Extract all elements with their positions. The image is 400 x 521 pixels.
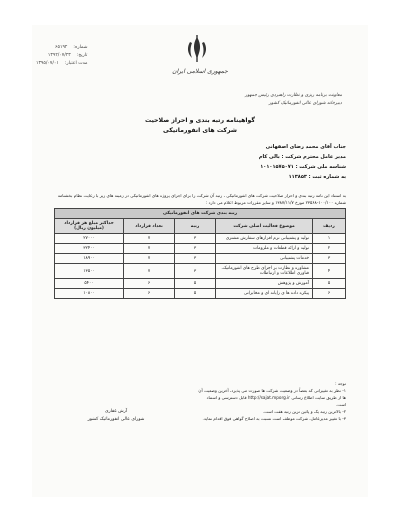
number-value: ۶۵۱۹۲ [55,45,68,50]
row-num: ۴ [313,264,346,279]
row-count: ۷ [124,254,175,264]
row-num: ۳ [313,254,346,264]
row-activity: تولید و پشتیبانی نرم افزارهای سفارش مشتری [216,234,313,244]
ceo-role: مدیر عامل محترم شرکت : بالی کام [258,154,346,160]
table-row [55,254,346,264]
row-activity: تولید و ارائه قطعات و ملزومات [216,244,313,254]
row-rank: ۳ [175,234,216,244]
table-row [55,234,346,244]
company-info [259,142,346,182]
row-rank: ۳ [175,244,216,254]
department-line-2: دبیرخانه شورای عالی انفورماتیک کشور [268,101,342,106]
notes-heading: توجه : [335,381,346,386]
department-line-1: معاونت برنامه ریزی و نظارت راهبردی رئیس جمهور [245,93,342,98]
table-caption-row [55,209,346,219]
validity-label: مدت اعتبار: [64,61,88,66]
date-value: ۱۳۹۲/۰۷/۲۳ [47,53,71,58]
signer-title: شورای عالی انفورماتیک کشور [87,417,145,422]
validity-value: ۱۳۹۵/۰۷/۰۱ [36,61,59,66]
republic-title: جمهوری اسلامی ایران [172,68,228,75]
row-count: ۷ [124,234,175,244]
addressee: جناب آقای محمد رضای اصفهانی [265,144,346,150]
registration-number: به شماره ثبت : ۱۱۳۸۵۳ [288,174,346,180]
row-count: ۶ [124,289,175,299]
row-count: ۷ [124,244,175,254]
table-row [55,244,346,254]
col-header-count: تعداد قرارداد [124,219,175,234]
note-item: ۲- بالاترین رتبه یک و پائین ترین رتبه هفت است. [262,409,346,414]
certificate-subtitle: شرکت های انفورماتیکی [163,127,237,134]
certificate-title: گواهینامه رتبه بندی و احراز صلاحیت [144,117,256,124]
table-row [55,264,346,279]
date-label: تاریخ: [76,53,88,58]
row-count: ۶ [124,279,175,289]
row-max: ۱۸۹۰۰ [55,254,124,264]
signer-name: آرش غفاری [104,409,128,414]
iran-emblem-icon [184,34,210,64]
row-max: ۵۴۰۰ [55,279,124,289]
row-count: ۷ [124,264,175,279]
col-header-num: ردیف [313,219,346,234]
col-header-rank: رتبه [175,219,216,234]
col-header-activity: موضوع فعالیت اصلی شرکت [216,219,313,234]
row-num: ۶ [313,289,346,299]
row-num: ۵ [313,279,346,289]
row-activity: مشاوره و نظارت بر اجرای طرح های انفورماتیک، فناوری اطلاعات و ارتباطات [216,264,313,279]
row-max: ۳۲۴۰۰ [55,244,124,254]
signature-block [76,408,156,424]
row-rank: ۵ [175,289,216,299]
national-id: شناسه ملی شرکت : ۱۰۱۰۱۵۷۵۰۷۱ [260,164,346,170]
row-num: ۱ [313,234,346,244]
row-max: ۲۷۰۰۰ [55,234,124,244]
table-row [55,289,346,299]
note-item: ۳- با تغییر مدیرعامل، شرکت موظف است نسبت به اصلاح گواهی فوق اقدام نماید. [202,416,346,421]
note-item: ۱- نظر به تغییراتی که بعضاً در وضعیت شرکت ها صورت می پذیرد، آخرین وضعیت آن ها از طریق سایت اطلاع رسانی http://sajat.mporg.ir قابل دسترسی و استناد است. [198,388,346,407]
number-label: شماره: [73,45,88,50]
department-header [245,92,342,108]
row-rank: ۵ [175,279,216,289]
row-rank: ۳ [175,264,216,279]
row-activity: آموزش و پژوهش [216,279,313,289]
ranking-table [54,208,346,299]
row-num: ۲ [313,244,346,254]
row-rank: ۳ [175,254,216,264]
intro-paragraph: به استناد این نامه رتبه بندی و احراز صلاحیت شرکت های انفورماتیکی ، رتبه آن شرکت را برای اجرای پروژه های انفورماتیکی در زمینه های زیر با رعایت نظام بخشنامه شماره ۱۰۰/۱۰۰-۲۳۵۶۸ مورخ ۱۳۸۷/۱۱/۷ و سایر مقررات مربوط اعلام می دارد : [57,193,346,205]
row-max: ۱۳۵۰۰ [55,264,124,279]
row-activity: پیکره داده ها ی رایانه ای و مخابراتی [216,289,313,299]
letter-meta [36,44,87,68]
row-activity: خدمات پشتیبانی [216,254,313,264]
table-row [55,279,346,289]
notes-section [196,380,346,422]
table-caption: رتبه بندی شرکت های انفورماتیکی [55,209,346,219]
col-header-max: حداکثر مبلغ هر قرارداد (میلیون ریال) [55,219,124,234]
row-max: ۱۰۸۰۰ [55,289,124,299]
table-header-row [55,219,346,234]
